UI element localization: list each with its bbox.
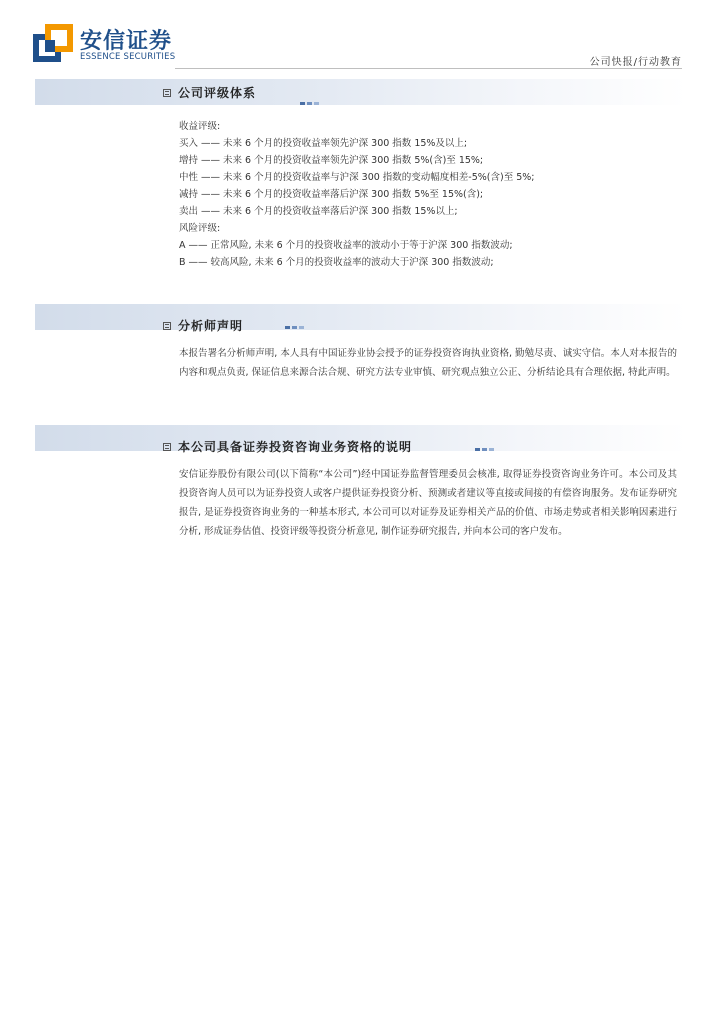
text-line: 中性 —— 未来 6 个月的投资收益率与沪深 300 指数的变动幅度相差-5%(含)至 5%;: [179, 172, 535, 183]
text-line: 增持 —— 未来 6 个月的投资收益率领先沪深 300 指数 5%(含)至 15%;: [179, 155, 484, 166]
decorative-dots-icon: [285, 314, 306, 333]
analyst-statement-paragraph: 本报告署名分析师声明, 本人具有中国证券业协会授予的证券投资咨询执业资格, 勤勉尽责、诚实守信。本人对本报告的内容和观点负责, 保证信息来源合法合规、研究方法专业审慎、研究观点独立公正、分析结论具有合理依据, 特此声明。: [179, 348, 677, 378]
section-title: 分析师声明: [178, 317, 243, 334]
text-line: 减持 —— 未来 6 个月的投资收益率落后沪深 300 指数 5%至 15%(含);: [179, 189, 484, 200]
text-line: A —— 正常风险, 未来 6 个月的投资收益率的波动小于等于沪深 300 指数波动;: [179, 240, 513, 251]
section-title: 公司评级体系: [178, 84, 256, 101]
text-line: 卖出 —— 未来 6 个月的投资收益率落后沪深 300 指数 15%以上;: [179, 206, 458, 217]
section-header-analyst-statement: [35, 304, 687, 333]
header-divider: [175, 68, 682, 69]
square-bullet-icon: [163, 322, 171, 330]
logo-english-name: ESSENCE SECURITIES: [80, 52, 176, 62]
text-line: B —— 较高风险, 未来 6 个月的投资收益率的波动大于沪深 300 指数波动;: [179, 257, 494, 268]
square-bullet-icon: [163, 443, 171, 451]
section-header-rating-system: [35, 79, 687, 105]
decorative-dots-icon: [475, 436, 496, 455]
text-line: 买入 —— 未来 6 个月的投资收益率领先沪深 300 指数 15%及以上;: [179, 138, 468, 149]
square-bullet-icon: [163, 89, 171, 97]
logo-chinese-name: 安信证券: [80, 29, 173, 54]
decorative-dots-icon: [300, 90, 321, 109]
text-line: 收益评级:: [179, 121, 221, 132]
text-line: 风险评级:: [179, 223, 221, 234]
section-header-qualification: [35, 425, 687, 454]
logo-mark-icon: [33, 24, 73, 64]
rating-system-text: [179, 118, 679, 271]
section-title: 本公司具备证券投资咨询业务资格的说明: [178, 438, 412, 455]
qualification-paragraph: 安信证券股份有限公司(以下简称“本公司”)经中国证券监督管理委员会核准, 取得证券投资咨询业务许可。本公司及其投资咨询人员可以为证券投资人或客户提供证券投资分析、预测或者建议等直接或间接的有偿咨询服务。发布证券研究报告, 是证券投资咨询业务的一种基本形式, 本公司可以对证券及证券相关产品的价值、市场走势或者相关影响因素进行分析, 形成证券估值、投资评级等投资分析意见, 制作证券研究报告, 并向本公司的客户发布。: [179, 469, 677, 537]
report-type-label: 公司快报/行动教育: [589, 57, 682, 68]
